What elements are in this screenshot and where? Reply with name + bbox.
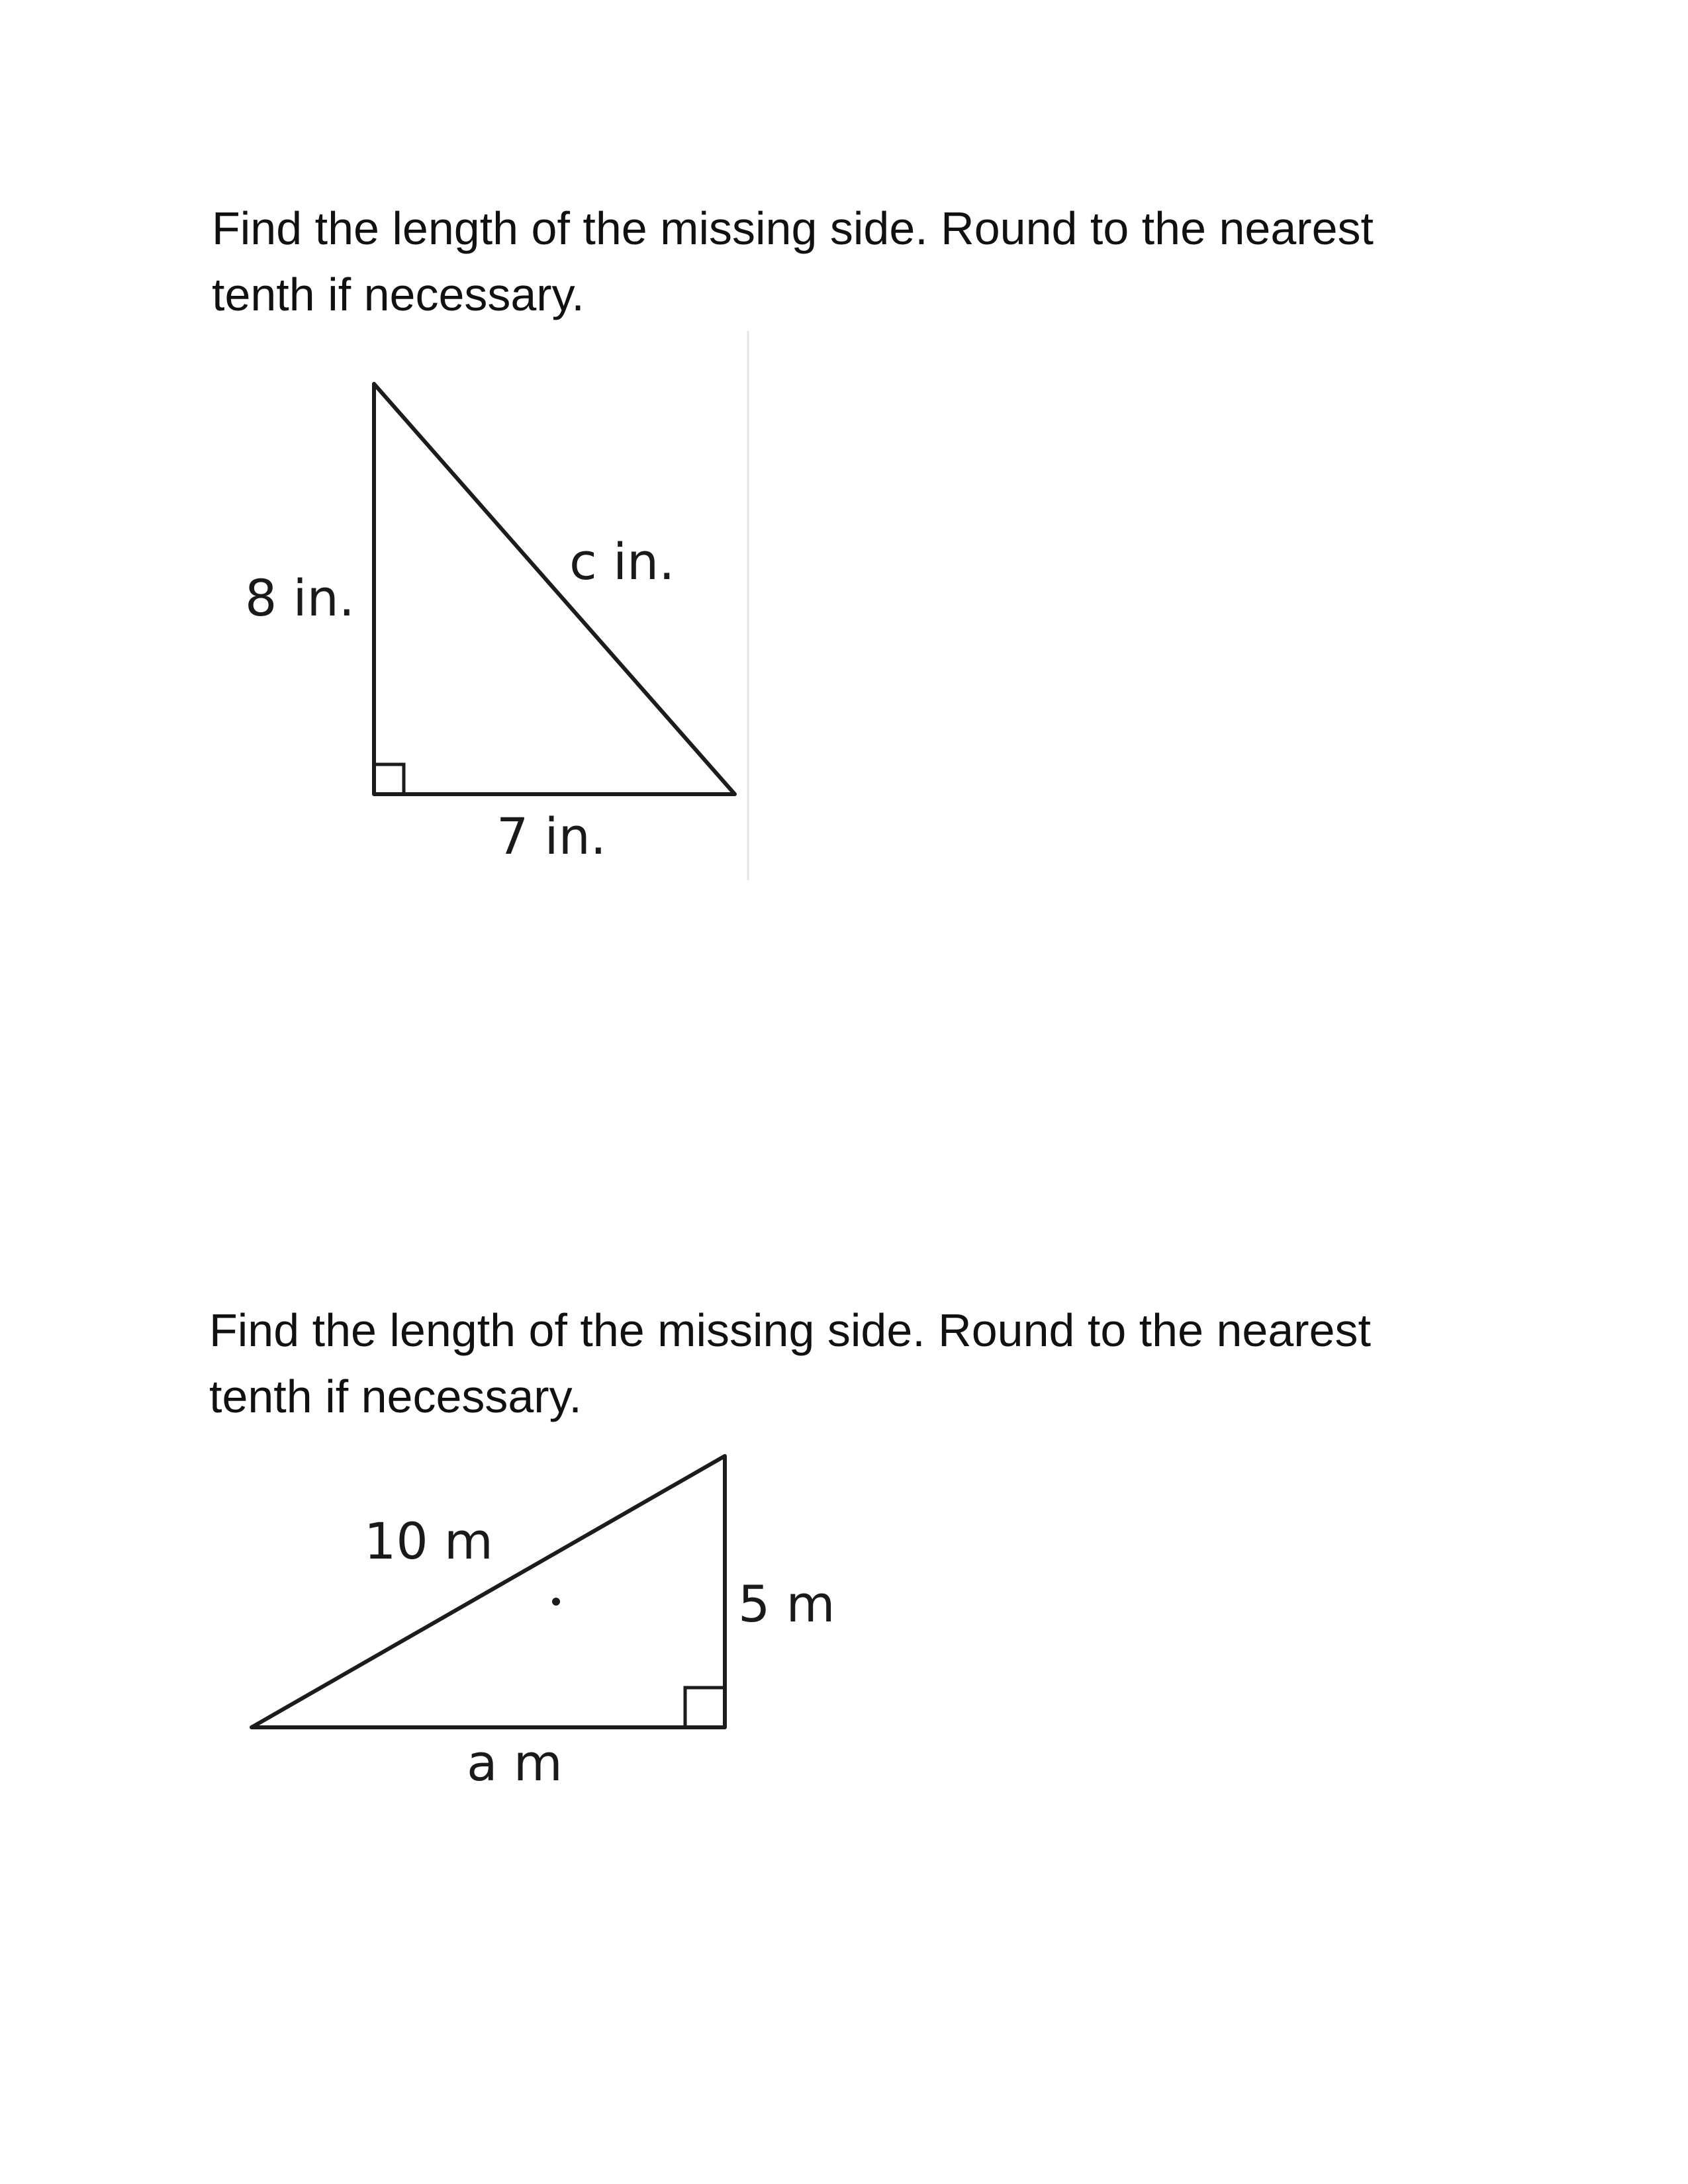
right-triangle bbox=[374, 384, 735, 794]
leg-horizontal-label: 7 in. bbox=[496, 807, 606, 866]
leg-vertical-label: 5 m bbox=[738, 1574, 835, 1633]
hypotenuse-label: 10 m bbox=[364, 1512, 493, 1570]
right-angle-marker bbox=[685, 1688, 725, 1727]
problem-1-prompt-line-1: Find the length of the missing side. Round to the nearest bbox=[212, 203, 1374, 254]
right-angle-marker bbox=[374, 764, 404, 794]
problem-1-prompt bbox=[212, 195, 1374, 328]
stray-dot bbox=[552, 1598, 560, 1606]
problem-2-prompt bbox=[209, 1297, 1371, 1430]
leg-vertical-label: 8 in. bbox=[245, 569, 355, 627]
problem-2-triangle-figure bbox=[232, 1443, 894, 1813]
right-triangle bbox=[252, 1456, 725, 1727]
hypotenuse-label: c in. bbox=[569, 532, 675, 591]
leg-horizontal-label: a m bbox=[467, 1733, 563, 1792]
problem-1-prompt-line-2: tenth if necessary. bbox=[212, 269, 585, 320]
problem-2-prompt-line-2: tenth if necessary. bbox=[209, 1371, 582, 1422]
problem-2-prompt-line-1: Find the length of the missing side. Round to the nearest bbox=[209, 1304, 1371, 1356]
problem-1-triangle-figure bbox=[225, 331, 768, 887]
